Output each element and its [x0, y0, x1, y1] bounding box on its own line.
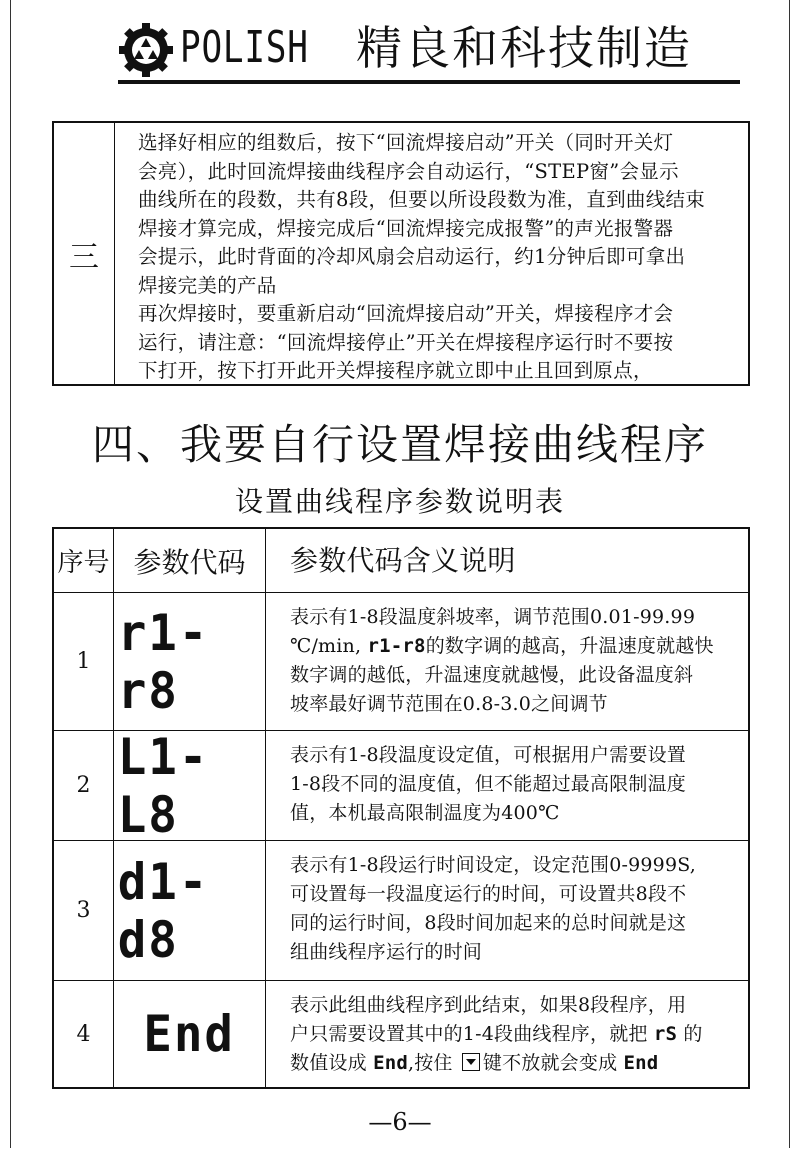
text-line: 焊接完美的产品	[138, 273, 277, 297]
gear-logo-icon	[118, 22, 174, 78]
row-meaning	[266, 593, 748, 730]
page-number: —6—	[368, 1108, 432, 1136]
header-meaning: 参数代码含义说明	[290, 544, 516, 577]
text-line: 会提示，此时背面的冷却风扇会启动运行，约1分钟后即可拿出	[138, 245, 686, 268]
inline-code: rS	[653, 1023, 678, 1045]
row-meaning	[266, 981, 748, 1087]
text-line: 再次焊接时，要重新启动“回流焊接启动”开关，焊接程序才会	[138, 302, 674, 325]
row-code	[114, 981, 266, 1087]
header-rule	[118, 80, 740, 84]
text-line: 同的运行时间，8段时间加起来的总时间就是这	[290, 912, 687, 934]
text-line: 曲线所在的段数，共有8段，但要以所设段数为准，直到曲线结束	[138, 188, 706, 211]
text-line: 选择好相应的组数后，按下“回流焊接启动”开关（同时开关灯	[138, 131, 674, 154]
text-line: 坡率最好调节范围在0.8-3.0之间调节	[290, 693, 608, 715]
row-no: 1	[54, 593, 114, 730]
row-code	[114, 727, 266, 844]
table-row	[54, 840, 748, 980]
parameter-table	[52, 527, 750, 1089]
inline-code: End	[373, 1052, 408, 1074]
text-line: 可设置每一段温度运行的时间，可设置共8段不	[290, 883, 687, 905]
section-3-text	[138, 129, 748, 386]
segment-code: L1-L8	[117, 727, 210, 844]
text-line: 1-8段不同的温度值，但不能超过最高限制温度	[290, 773, 686, 795]
text-line: ℃/min, r1-r8的数字调的越高，升温速度就越快	[290, 635, 714, 657]
text-line: 表示有1-8段温度斜坡率，调节范围0.01-99.99	[290, 606, 696, 628]
row-no: 2	[54, 731, 114, 840]
text-line: 户只需要设置其中的1-4段曲线程序，就把 rS 的	[290, 1023, 703, 1045]
text-line: 值，本机最高限制温度为400℃	[290, 802, 560, 824]
row-code	[114, 841, 266, 980]
text-line: 数字调的越低，升温速度就越慢，此设备温度斜	[290, 664, 694, 686]
down-key-icon	[462, 1053, 480, 1071]
text-line: 焊接才算完成，焊接完成后“回流焊接完成报警”的声光报警器	[138, 216, 674, 240]
text-line: 数值设成 End,按住 键不放就会变成 End	[290, 1052, 659, 1074]
segment-code: d1-d8	[117, 852, 210, 969]
header-code: 参数代码	[114, 529, 266, 592]
table-row	[54, 592, 748, 730]
text-line: 运行，请注意：“回流焊接停止”开关在焊接程序运行时不要按	[138, 330, 674, 354]
row-no: 3	[54, 841, 114, 980]
table-header-row	[54, 529, 748, 592]
inline-code: End	[623, 1052, 659, 1074]
section-3-number: 三	[54, 123, 115, 384]
brand-name: POLISH	[180, 22, 309, 73]
text-line: 表示有1-8段温度设定值，可根据用户需要设置	[290, 744, 686, 766]
header-no: 序号	[54, 529, 114, 592]
table-row	[54, 727, 748, 844]
section-4-title: 四、我要自行设置焊接曲线程序	[91, 420, 708, 469]
text-line: 表示此组曲线程序到此结束，如果8段程序，用	[290, 994, 687, 1016]
section-3-table	[52, 121, 750, 386]
row-meaning	[266, 731, 748, 840]
row-meaning	[266, 841, 748, 980]
table-row	[54, 980, 748, 1087]
text-line: 会亮），此时回流焊接曲线程序会自动运行，“STEP窗”会显示	[138, 159, 679, 183]
row-no: 4	[54, 981, 114, 1087]
text-line: 下打开，按下打开此开关焊接程序就立即中止且回到原点，	[138, 359, 653, 382]
text-line: 组曲线程序运行的时间	[290, 941, 483, 963]
segment-code: r1-r8	[117, 603, 210, 720]
page-header	[118, 18, 740, 84]
row-code	[114, 593, 266, 730]
brand-chinese: 精良和科技制造	[356, 21, 692, 75]
text-line: 表示有1-8段运行时间设定，设定范围0-9999S,	[290, 854, 697, 876]
segment-code: End	[143, 1005, 236, 1063]
table-title: 设置曲线程序参数说明表	[234, 485, 565, 518]
inline-code: r1-r8	[367, 635, 426, 657]
